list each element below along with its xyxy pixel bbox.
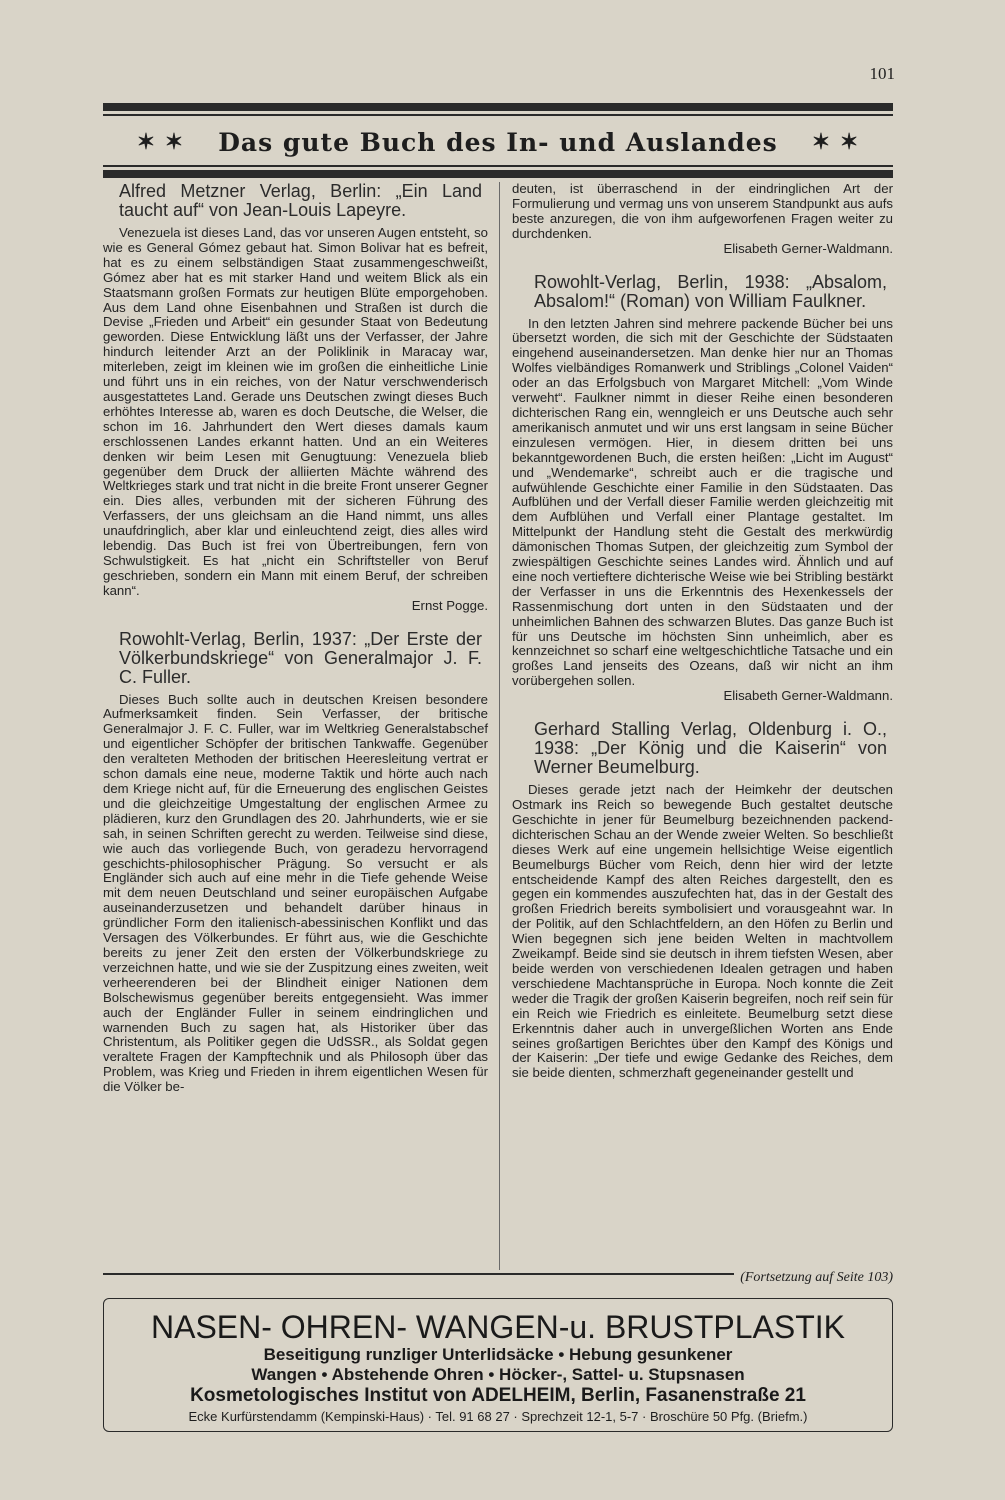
review-author: Elisabeth Gerner-Waldmann. (723, 688, 893, 704)
continued-note: (Fortsetzung auf Seite 103) (734, 1270, 893, 1286)
header-rule-bottom-thin (103, 165, 893, 167)
review-body: Venezuela ist dieses Land, das vor unseren Augen entsteht, so wie es General Gómez gebaut hat. Simon Bolivar hat es befreit, hat es zu einem selbständigen Staat zusammengeschweißt, Gómez aber hat es mit starker Hand und weitem Blick als ein Staatsmann großen Formats zur heutigen Blüte emporgehoben. Aus dem Land ohne Eisenbahnen und Straßen ist durch die Devise „Frieden und Arbeit“ ein gesunder Staat von Bedeutung geworden. Diese Entwicklung läßt uns der Verfasser, der Jahre hindurch leitender Arzt an der Poliklinik in Maracay war, miterleben, zeigt im kleinen wie im großen die einheitliche Linie und führt uns in ein reiches, von der Natur verschwenderisch ausgestattetes Land. Gerade uns Deutschen zwingt dieses Buch erhöhtes Interesse ab, waren es doch Deutsche, die Welser, die schon im 16. Jahrhundert den Wert dieses damals kaum erschlossenen Landes erkannt hatten. Und an ein Weiteres denken wir beim Lesen mit Genugtuung: Venezuela blieb gegenüber dem Druck der alliierten Mächte während des Weltkrieges stark und trat nicht in die breite Front unserer Gegner ein. Dies alles, verbunden mit der sicheren Führung des Verfassers, der uns gleichsam an die Hand nimmt, uns alles unaufdringlich, aber klar und einleuchtend zeigt, dies alles wird lebendig. Das Buch ist frei von Übertreibungen, fern von Schwulstigkeit. Es hat „nicht ein Schriftsteller von Beruf geschrieben, sondern ein Mann mit einem Beruf, der schreiben kann“. (103, 225, 488, 598)
review-body: Dieses gerade jetzt nach der Heimkehr der deutschen Ostmark ins Reich so bewegende Buch gestaltet deutsche Geschichte in jener für Beumelburg bezeichnenden packend-dichterischen Schau an der Wende zweier Welten. So beschließt dieses Werk auf eine ungemein hellsichtige Weise eigentlich Beumelburgs Bücher vom Reich, denn hier wird der letzte entscheidende Kampf des alten Reiches dargestellt, den es gegen ein kommendes auszufechten hat, das in der Gestalt des großen Friedrich bereits symbolisiert und vorausgeahnt war. In der Politik, auf den Schlachtfeldern, an den Höfen zu Berlin und Wien begegnen sich jene beiden Welten in machtvollem Zweikampf. Beide sind sie deutsch in ihrem tiefsten Wesen, aber beide werden von verschiedenen Idealen getragen und haben verschiedene Machtansprüche in Europa. Noch konnte die Zeit weder die Tragik der großen Kaiserin begreifen, noch reif sein für ein Reich wie Friedrich es einleitete. Beumelburg setzt diese Erkenntnis daher auch in unvergeßlichen Worten ans Ende seines großartigen Berichtes über den Kampf des Königs und der Kaiserin: „Der tiefe und ewige Gedanke des Reiches, dem sie beide dienten, schmerzhaft gegeneinander gestellt und (512, 782, 893, 1081)
review (103, 630, 488, 1095)
page-number: 101 (869, 64, 895, 83)
section-banner (103, 122, 893, 162)
section-title: Das gute Buch des In- und Auslandes (218, 127, 778, 157)
review-heading: Rowohlt-Verlag, Berlin, 1937: „Der Erste der Völkerbundskriege“ von Generalmajor J. F. C. Fuller. (119, 628, 482, 687)
star-ornament-icon: ✶ ✶ (136, 129, 185, 155)
review (103, 182, 488, 614)
header-rule-bottom (103, 170, 893, 178)
ad-line: Wangen • Abstehende Ohren • Höcker-, Sattel- u. Stupsnasen (251, 1365, 745, 1384)
review-heading: Alfred Metzner Verlag, Berlin: „Ein Land taucht auf“ von Jean-Louis Lapeyre. (119, 181, 482, 220)
review-body: Dieses Buch sollte auch in deutschen Kreisen besondere Aufmerksamkeit finden. Sein Verfasser, der britische Generalmajor J. F. C. Fuller, war im Weltkrieg Generalstabschef und eigentlicher Schöpfer der britischen Tankwaffe. Gegenüber den veralteten Methoden der britischen Heeresleitung vertrat er schon damals eine neue, moderne Taktik und hörte auch nach dem Kriege nicht auf, für die Erneuerung des englischen Geistes und die gleichzeitige Umgestaltung der englischen Armee zu plädieren, kurz den Grundlagen des 20. Jahrhunderts, wie er sie sah, in seinen Schriften gerecht zu werden. Teilweise sind diese, wie auch das vorliegende Buch, von geradezu hervorragend geschichts-philosophischer Prägung. So versucht er als Engländer sich auch auf eine mehr in die Tiefe gehende Weise mit dem neuen Deutschland und seiner europäischen Aufgabe auseinanderzusetzen und behandelt darüber hinaus in gründlicher Form den italienisch-abessinischen Konflikt und das Versagen des Völkerbundes. Er führt aus, wie die Geschichte bereits zu jener Zeit den ersten der Völkerbundskriege zu verzeichnen hatte, und wie sie der Zuspitzung eines zweiten, weit verheerenderen bei der Blindheit einiger Nationen dem Bolschewismus gegenüber bereits entgegensieht. Was immer auch der Engländer Fuller in seinem eindringlichen und warnenden Buch zu sagen hat, als Historiker über das Christentum, als Politiker gegen die UdSSR., als Soldat gegen veraltete Fragen der Kampftechnik und als Philosoph über das Problem, was Krieg und Frieden in ihrem eigentlichen Wesen für die Völker be- (103, 691, 488, 1095)
review-heading: Rowohlt-Verlag, Berlin, 1938: „Absalom, Absalom!“ (Roman) von William Faulkner. (534, 271, 887, 311)
review (512, 720, 893, 1081)
advertisement-box (103, 1298, 893, 1432)
left-column (103, 182, 488, 1111)
review-heading: Gerhard Stalling Verlag, Oldenburg i. O., 1938: „Der König und die Kaiserin“ von Werner Beumelburg. (534, 719, 887, 778)
column-divider (499, 182, 500, 1270)
review-author: Elisabeth Gerner-Waldmann. (723, 240, 893, 256)
review-body: In den letzten Jahren sind mehrere packende Bücher bei uns übersetzt worden, die sich mit der Geschichte der Südstaaten eingehend auseinandersetzen. Man denke hier nur an Thomas Wolfes vielbändiges Romanwerk und Striblings „Colonel Vaiden“ oder an das Erfolgsbuch von Margaret Mitchell: „Vom Winde verweht“. Faulkner nimmt in dieser Reihe einen besonderen dichterischen Rang ein, wenngleich er uns Deutsche auch sehr amerikanisch anmutet und wir uns erst langsam in seine Bücher einzulesen vermögen. Hier, in diesem dritten bei uns bekanntgewordenen Buch, die ersten heißen: „Licht im August“ und „Wendemarke“, schreibt auch er die tragische und aufwühlende Geschichte einer Familie in den Südstaaten. Das Aufblühen und der Verfall dieser Familie werden gleichzeitig mit dem Aufblühen und Verfall einer Plantage gestaltet. Im Mittelpunkt der Handlung steht die Gestalt des merkwürdig dämonischen Thomas Sutpen, der gleichzeitig zum Symbol der zwiespältigen Geschichte seines Landes wird. Ähnlich und auf eine noch vertieftere dichterische Weise wie bei Stribling bestärkt der Verfasser in uns die Erkenntnis des Hexenkessels der Rassenmischung dort unten in den Südstaaten und der unheimlichen Bahnen des schwarzen Blutes. Das ganze Buch ist für uns Deutsche im höchsten Sinn unheimlich, aber es kennzeichnet so scharf eine weltgeschichtliche Tatsache und ein großes Land jenseits des Ozeans, daß wir nicht an ihm vorübergehen sollen. (512, 315, 893, 689)
star-ornament-icon: ✶ ✶ (811, 129, 860, 155)
ad-title: NASEN- OHREN- WANGEN-u. BRUSTPLASTIK (150, 1309, 845, 1345)
review-body: deuten, ist überraschend in der eindringlichen Art der Formulierung und vermag uns von unserem Standpunkt aus aufs beste anzuregen, die von ihm aufgeworfenen Fragen weiter zu durchdenken. (512, 181, 893, 241)
ad-line: Beseitigung runzliger Unterlidsäcke • Hebung gesunkener (263, 1345, 733, 1364)
ad-contact: Ecke Kurfürstendamm (Kempinski-Haus) · Tel. 91 68 27 · Sprechzeit 12-1, 5-7 · Broschüre 50 Pfg. (Briefm.) (188, 1409, 808, 1424)
review-author: Ernst Pogge. (411, 597, 488, 613)
review (512, 273, 893, 705)
right-column (512, 182, 893, 1097)
review-continuation (512, 182, 893, 257)
header-rule-top-thin (103, 114, 893, 116)
ad-institute: Kosmetologisches Institut von ADELHEIM, Berlin, Fasanenstraße 21 (190, 1385, 806, 1406)
header-rule-top (103, 103, 893, 111)
